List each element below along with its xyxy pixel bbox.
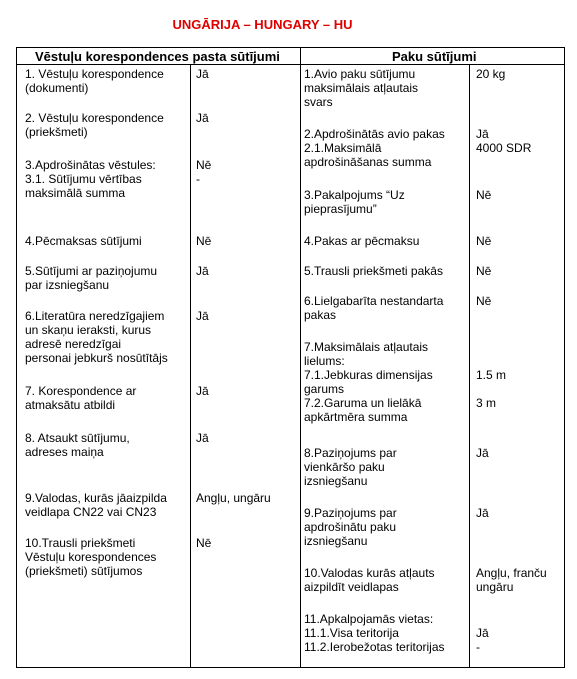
- right-row-label: 3.Pakalpojums “Uz pieprasījumu”: [304, 188, 405, 216]
- left-row-value: Nē -: [196, 158, 212, 186]
- right-row-value: Angļu, franču ungāru: [476, 566, 547, 594]
- left-row-value: Jā: [196, 431, 209, 445]
- col-divider: [190, 65, 191, 668]
- left-row-value: Nē: [196, 536, 212, 550]
- right-row-value: Jā 4000 SDR: [476, 127, 532, 155]
- right-row-value: Nē: [476, 264, 492, 278]
- right-row-label: 9.Paziņojums par apdrošinātu paku izsniegšanu: [304, 506, 397, 548]
- right-row-value: Nē: [476, 294, 492, 308]
- right-row-value: Jā: [476, 506, 489, 520]
- right-row-value: 1.5 m 3 m: [476, 368, 507, 410]
- left-row-label: 6.Literatūra neredzīgajiem un skaņu ieraksti, kurus adresē neredzīgai personai jebkurš nosūtītājs: [25, 309, 168, 365]
- right-row-label: 5.Trausli priekšmeti pakās: [304, 264, 443, 278]
- right-row-label: 1.Avio paku sūtījumu maksimālais atļautais svars: [304, 67, 419, 109]
- right-row-label: 6.Lielgabarīta nestandarta pakas: [304, 294, 444, 322]
- right-row-label: 10.Valodas kurās atļauts aizpildīt veidlapas: [304, 566, 435, 594]
- right-row-label: 11.Apkalpojamās vietas: 11.1.Visa teritorija 11.2.Ierobežotas teritorijas: [304, 612, 445, 654]
- services-table: [16, 47, 565, 668]
- left-row-label: 10.Trausli priekšmeti Vēstuļu korespondences (priekšmeti) sūtījumos: [25, 536, 157, 578]
- left-row-value: Jā: [196, 67, 209, 81]
- right-header: Paku sūtījumi: [392, 49, 477, 64]
- left-row-value: Jā: [196, 111, 209, 125]
- left-row-value: Nē: [196, 234, 212, 248]
- left-row-label: 5.Sūtījumi ar paziņojumu par izsniegšanu: [25, 264, 158, 292]
- col-divider: [469, 65, 470, 668]
- right-row-value: Jā: [476, 446, 489, 460]
- right-row-value: Jā -: [476, 626, 489, 654]
- right-row-label: 4.Pakas ar pēcmaksu: [304, 234, 420, 248]
- right-row-value: 20 kg: [476, 67, 506, 81]
- header-divider: [17, 64, 564, 65]
- left-row-label: 4.Pēcmaksas sūtījumi: [25, 234, 142, 248]
- left-row-value: Jā: [196, 384, 209, 398]
- right-row-label: 7.Maksimālais atļautais lielums: 7.1.Jebkuras dimensijas garums 7.2.Garuma un lielākā apkārtmēra summa: [304, 340, 433, 424]
- col-divider-main: [300, 48, 301, 668]
- left-row-label: 3.Apdrošinātas vēstules: 3.1. Sūtījumu vērtības maksimālā summa: [25, 158, 156, 200]
- left-row-label: 2. Vēstuļu korespondence (priekšmeti): [25, 111, 164, 139]
- right-row-label: 2.Apdrošinātās avio pakas 2.1.Maksimālā apdrošināšanas summa: [304, 127, 445, 169]
- left-row-label: 8. Atsaukt sūtījumu, adreses maiņa: [25, 431, 130, 459]
- left-row-label: 9.Valodas, kurās jāaizpilda veidlapa CN22 vai CN23: [25, 491, 167, 519]
- right-row-value: Nē: [476, 234, 492, 248]
- left-row-value: Angļu, ungāru: [196, 491, 271, 505]
- left-header: Vēstuļu korespondences pasta sūtījumi: [35, 49, 280, 64]
- left-row-value: Jā: [196, 309, 209, 323]
- left-row-label: 1. Vēstuļu korespondence (dokumenti): [25, 67, 164, 95]
- right-row-label: 8.Paziņojums par vienkāršo paku izsniegšanu: [304, 446, 397, 488]
- left-row-value: Jā: [196, 264, 209, 278]
- right-row-value: Nē: [476, 188, 492, 202]
- left-row-label: 7. Korespondence ar atmaksātu atbildi: [25, 384, 137, 412]
- page-title: UNGĀRIJA – HUNGARY – HU: [172, 17, 353, 32]
